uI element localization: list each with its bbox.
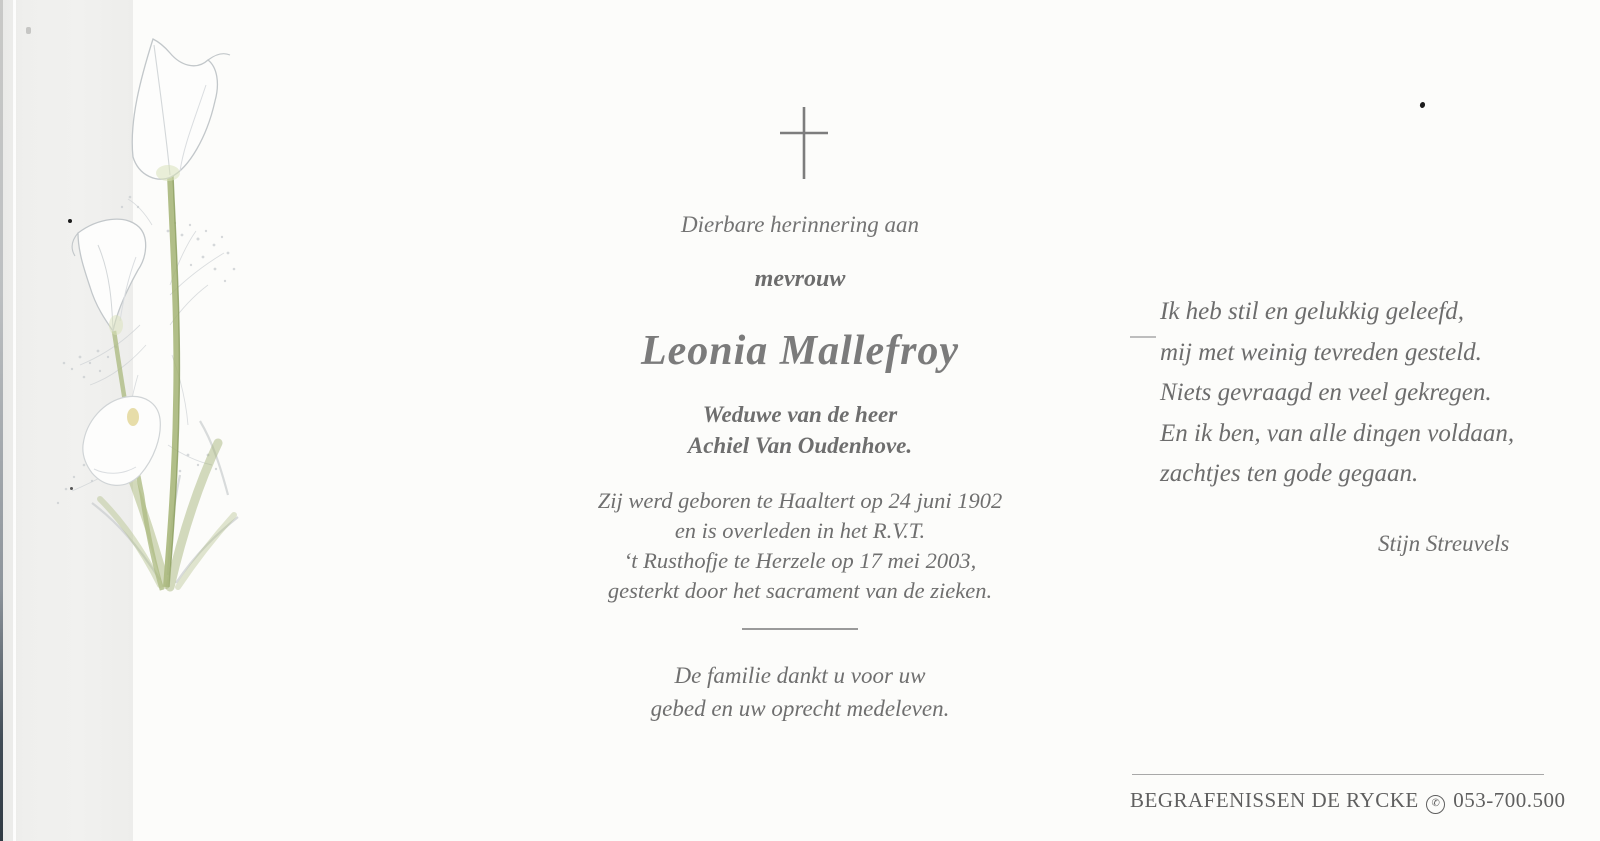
calla-bloom-bottom bbox=[83, 396, 160, 485]
widow-line-2: Achiel Van Oudenhove. bbox=[687, 433, 913, 458]
poem-column bbox=[1160, 292, 1540, 495]
calla-bloom-middle bbox=[72, 219, 146, 335]
poem-line: Niets gevraagd en veel gekregen. bbox=[1160, 379, 1492, 406]
poem-line: Ik heb stil en gelukkig geleefd, bbox=[1160, 298, 1465, 325]
widow-line-1: Weduwe van de heer bbox=[702, 402, 898, 427]
deceased-name: Leonia Mallefroy bbox=[640, 328, 960, 374]
scan-edge-shadow bbox=[0, 0, 3, 841]
scan-speck bbox=[68, 219, 72, 223]
funeral-home-name: BEGRAFENISSEN DE RYCKE bbox=[1130, 788, 1419, 812]
scan-speck bbox=[70, 487, 73, 490]
salutation: mevrouw bbox=[754, 266, 846, 292]
life-line: Zij werd geboren te Haaltert op 24 juni 1902 bbox=[597, 488, 1003, 513]
funeral-home-line bbox=[1130, 788, 1566, 814]
thanks-line: gebed en uw oprecht medeleven. bbox=[650, 696, 950, 721]
scan-dash-artifact bbox=[1130, 336, 1156, 338]
life-line: gesterkt door het sacrament van de zieken. bbox=[607, 578, 993, 603]
poem-attribution: Stijn Streuvels bbox=[1378, 531, 1510, 556]
section-divider bbox=[742, 628, 858, 630]
strip-highlight-line bbox=[13, 0, 16, 841]
phone-icon: ✆ bbox=[1426, 795, 1445, 814]
calla-bloom-top bbox=[132, 39, 230, 181]
scan-speck bbox=[1419, 101, 1426, 108]
intro-line: Dierbare herinnering aan bbox=[680, 212, 920, 237]
thanks-line: De familie dankt u voor uw bbox=[674, 663, 926, 688]
scan-speck bbox=[26, 27, 31, 34]
funeral-home-phone: 053-700.500 bbox=[1453, 788, 1566, 812]
poem-line: En ik ben, van alle dingen voldaan, bbox=[1160, 419, 1515, 447]
life-line: en is overleden in het R.V.T. bbox=[674, 518, 926, 543]
calla-lily-artwork bbox=[20, 25, 250, 595]
poem-line: zachtjes ten gode gegaan. bbox=[1160, 460, 1419, 487]
footer-rule bbox=[1132, 774, 1544, 775]
memorial-text-column bbox=[570, 0, 1030, 841]
main-stem bbox=[166, 175, 176, 587]
life-line: ‘t Rusthofje te Herzele op 17 mei 2003, bbox=[623, 548, 977, 573]
poem-line: mij met weinig tevreden gesteld. bbox=[1160, 338, 1482, 366]
